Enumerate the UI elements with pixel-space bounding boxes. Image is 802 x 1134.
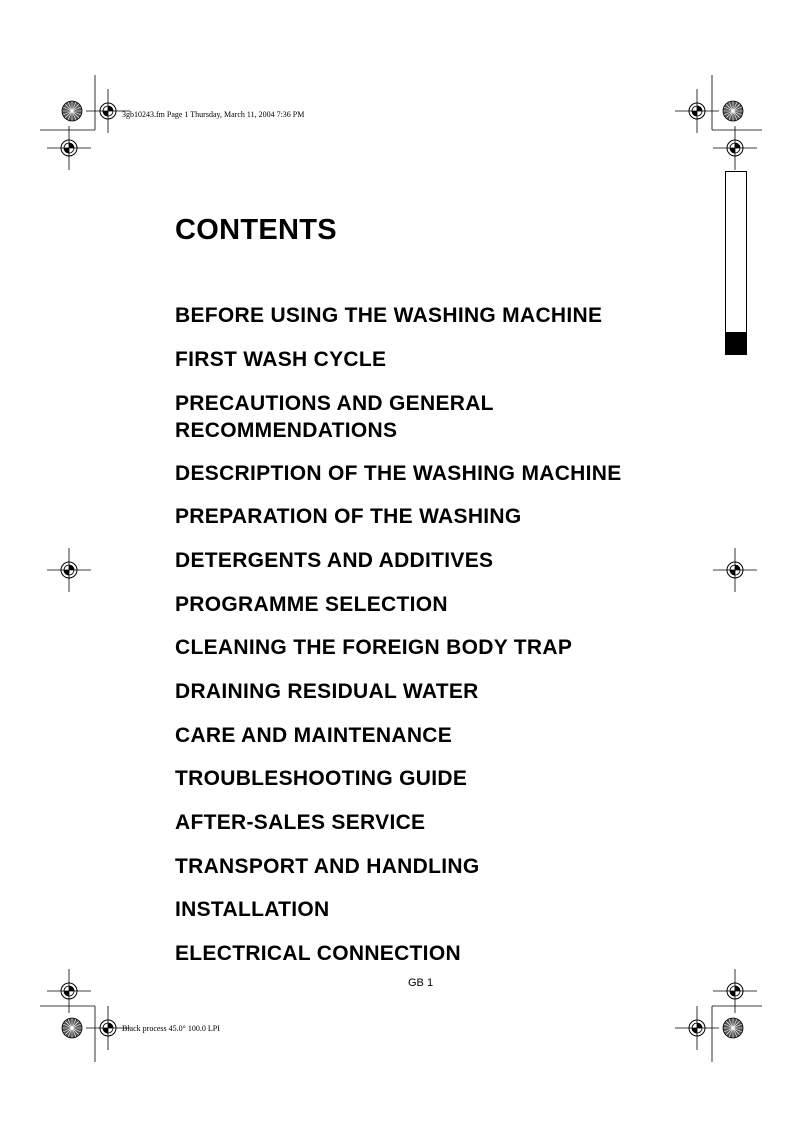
toc-entry-installation: INSTALLATION bbox=[175, 898, 330, 921]
toc-entry-foreign-body-trap: CLEANING THE FOREIGN BODY TRAP bbox=[175, 636, 573, 659]
print-slug-header: 3gb10243.fm Page 1 Thursday, March 11, 2004 7:36 PM bbox=[122, 110, 305, 119]
toc-entry-electrical: ELECTRICAL CONNECTION bbox=[175, 942, 461, 965]
toc-entry-transport: TRANSPORT AND HANDLING bbox=[175, 855, 480, 878]
toc-entry-preparation: PREPARATION OF THE WASHING bbox=[175, 505, 522, 528]
toc-entry-draining: DRAINING RESIDUAL WATER bbox=[175, 680, 479, 703]
section-thumb-tab bbox=[725, 171, 747, 355]
toc-entry-detergents: DETERGENTS AND ADDITIVES bbox=[175, 549, 494, 572]
toc-entry-before-using: BEFORE USING THE WASHING MACHINE bbox=[175, 304, 603, 327]
toc-entry-precautions: PRECAUTIONS AND GENERAL RECOMMENDATIONS bbox=[175, 392, 494, 442]
toc-entry-after-sales: AFTER-SALES SERVICE bbox=[175, 811, 426, 834]
thumb-tab-marker bbox=[726, 332, 746, 354]
page-number: GB 1 bbox=[408, 977, 434, 989]
toc-entry-description: DESCRIPTION OF THE WASHING MACHINE bbox=[175, 462, 622, 485]
print-slug-footer: Black process 45.0° 100.0 LPI bbox=[122, 1024, 220, 1033]
toc-entry-troubleshooting: TROUBLESHOOTING GUIDE bbox=[175, 767, 468, 790]
toc-entry-programme-selection: PROGRAMME SELECTION bbox=[175, 593, 448, 616]
page-title: CONTENTS bbox=[175, 214, 337, 246]
toc-entry-first-wash-cycle: FIRST WASH CYCLE bbox=[175, 348, 387, 371]
toc-entry-care: CARE AND MAINTENANCE bbox=[175, 724, 453, 747]
